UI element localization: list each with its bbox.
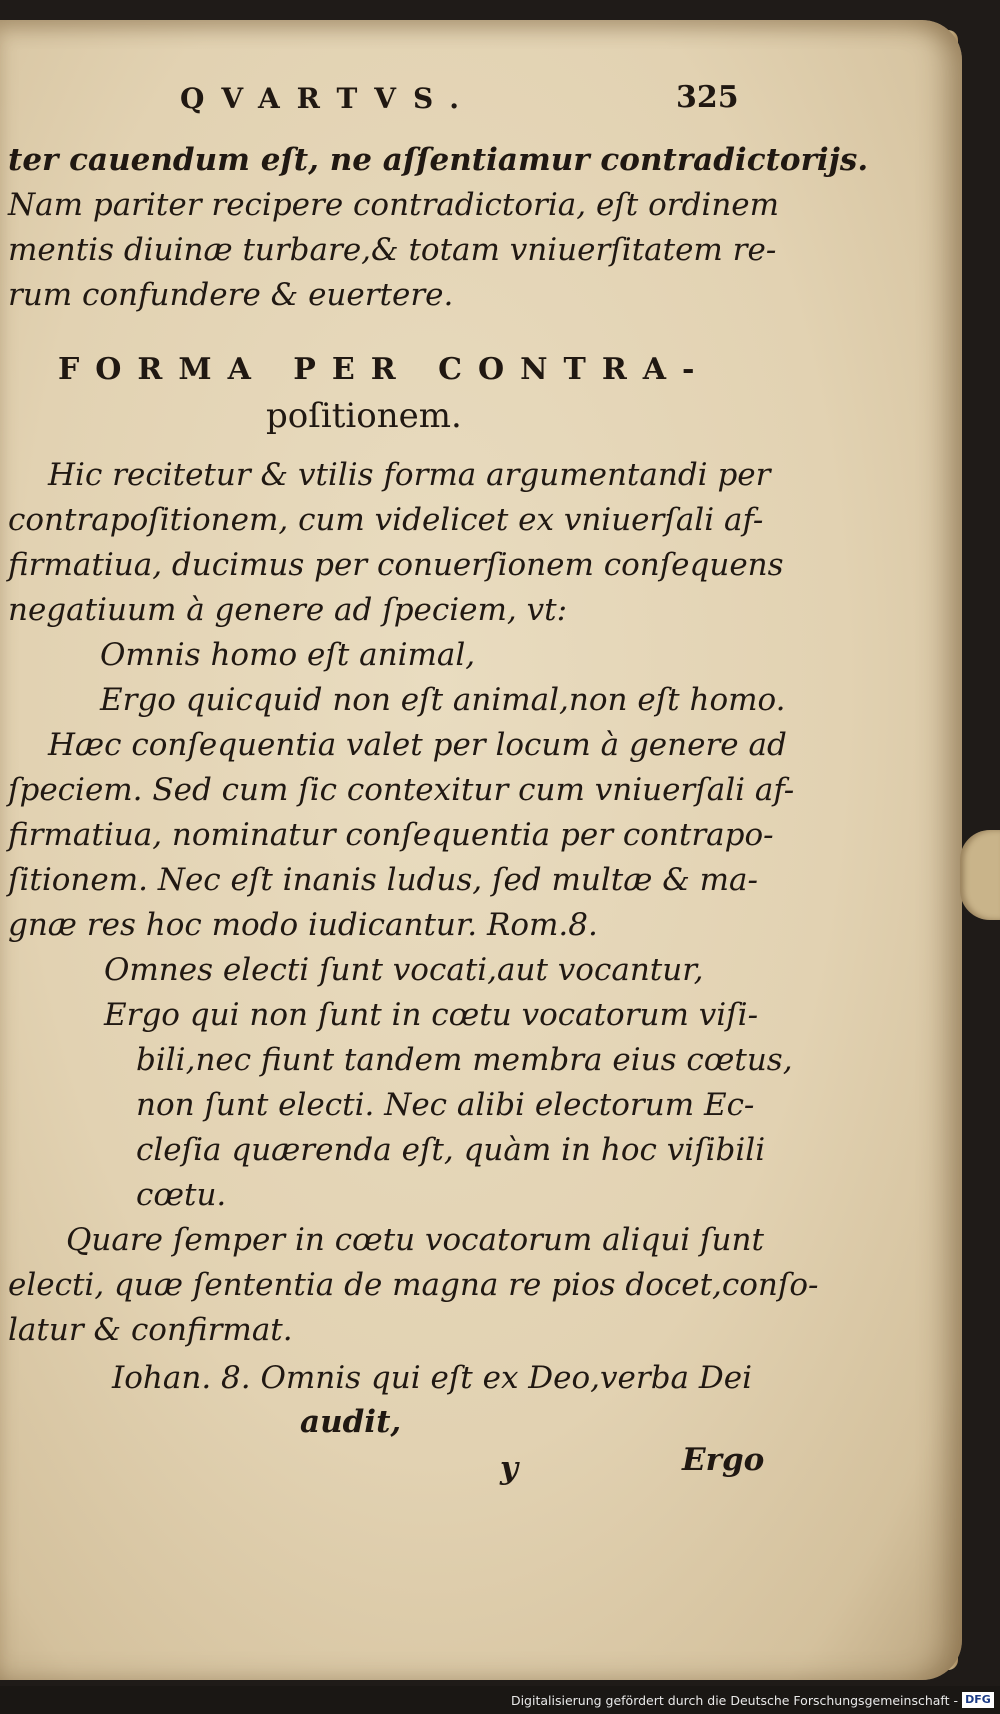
text-line: rum confundere & euertere. [8,277,454,313]
page-number: 325 [676,80,739,115]
text-line: ſpeciem. Sed cum ſic contexitur cum vniuerſali af- [8,772,795,808]
example-line: cleſia quærenda eſt, quàm in hoc viſibili [136,1132,766,1168]
text-line: ſitionem. Nec eſt inanis ludus, ſed multæ & ma- [8,862,759,898]
example-line: cœtu. [136,1177,227,1213]
text-line: Hic recitetur & vtilis forma argumentandi per [48,457,771,493]
text-line: ter cauendum eſt, ne aſſentiamur contradictorijs. [8,142,869,178]
text-line: contrapoſitionem, cum videlicet ex vniuerſali af- [8,502,764,538]
section-heading-cont: poſitionem. [266,396,462,436]
example-line: Omnes electi ſunt vocati,aut vocantur, [104,952,704,988]
text-line: mentis diuinæ turbare,& totam vniuerſitatem re- [8,232,777,268]
example-line: non ſunt electi. Nec alibi electorum Ec- [136,1087,755,1123]
text-line: latur & confirmat. [8,1312,293,1348]
text-line: negatiuum à genere ad ſpeciem, vt: [8,592,568,628]
catchword: Ergo [682,1442,765,1478]
text-line: Nam pariter recipere contradictoria, eſt ordinem [8,187,780,223]
example-line: Ergo quicquid non eſt animal,non eſt homo. [100,682,786,718]
text-line: firmatiua, nominatur conſequentia per contrapo- [8,817,774,853]
text-line: gnæ res hoc modo iudicantur. Rom.8. [8,907,598,943]
section-heading: FORMA PER CONTRA- [58,352,711,387]
text-line: Hæc conſequentia valet per locum à genere ad [48,727,787,763]
text-line: Quare ſemper in cœtu vocatorum aliqui ſunt [66,1222,764,1258]
running-head: QVARTVS. [180,82,476,115]
citation-line-cont: audit, [300,1404,402,1440]
citation-line: Iohan. 8. Omnis qui eſt ex Deo,verba Dei [112,1360,752,1396]
example-line: Omnis homo eſt animal, [100,637,476,673]
example-line: Ergo qui non ſunt in cœtu vocatorum viſi- [104,997,759,1033]
dfg-logo: DFG [962,1692,994,1708]
signature-mark: y [500,1450,519,1486]
text-line: electi, quæ ſententia de magna re pios docet,conſo- [8,1267,819,1303]
book-clasp [960,830,1000,920]
digitization-footer [0,1686,1000,1714]
footer-credit: Digitalisierung gefördert durch die Deutsche Forschungsgemeinschaft - [510,1693,958,1708]
example-line: bili,nec fiunt tandem membra eius cœtus, [136,1042,793,1078]
text-line: firmatiua, ducimus per conuerſionem conſequens [8,547,784,583]
